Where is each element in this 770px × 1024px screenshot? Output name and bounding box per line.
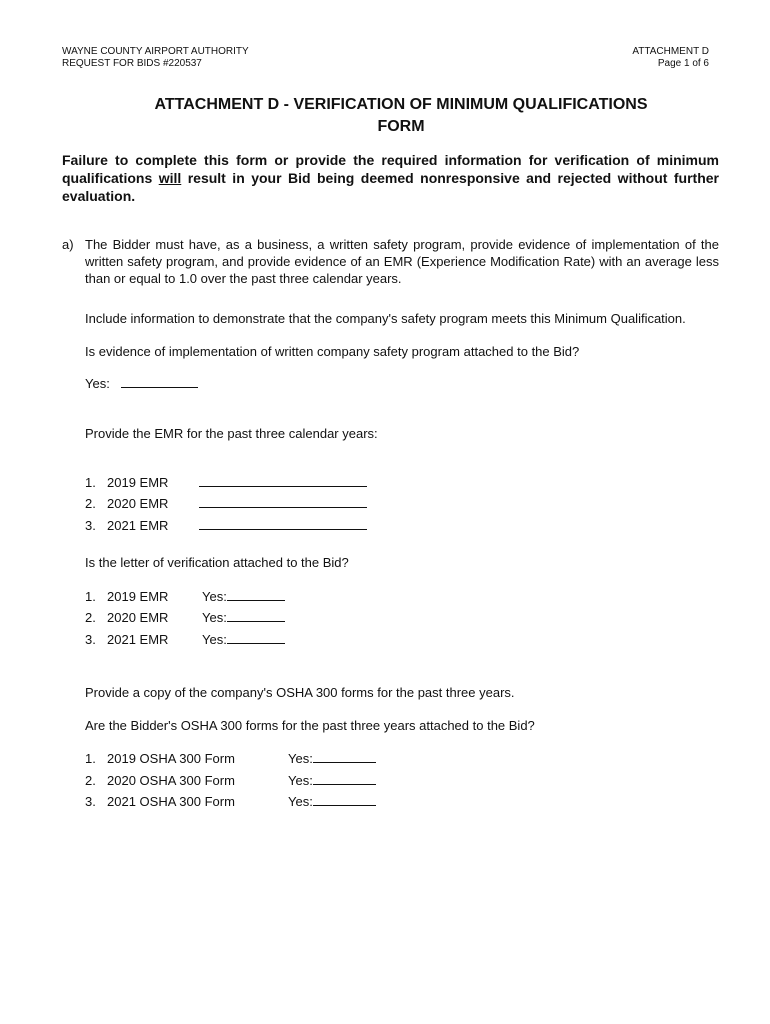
emr-row-2020 <box>85 495 367 512</box>
letter-2019-blank[interactable] <box>227 588 285 601</box>
emr-row-2019 <box>85 474 367 491</box>
letter-row-number: 1. <box>85 589 96 604</box>
osha-row-2019 <box>85 750 376 767</box>
warning-part-2: result in your Bid being deemed nonresponsive and rejected without further evaluation. <box>62 170 719 204</box>
item-a-marker: a) <box>62 237 74 252</box>
warning-paragraph <box>62 151 719 205</box>
emr-row-number: 3. <box>85 518 96 533</box>
letter-question: Is the letter of verification attached to the Bid? <box>85 555 349 570</box>
header-right <box>632 46 709 70</box>
warning-part-1: Failure to complete this form or provide the required information for verification of minimum qualifications <box>62 152 719 186</box>
emr-prompt: Provide the EMR for the past three calendar years: <box>85 426 378 441</box>
letter-2020-blank[interactable] <box>227 609 285 622</box>
evidence-question: Is evidence of implementation of written company safety program attached to the Bid? <box>85 344 580 359</box>
letter-yes-label: Yes: <box>202 610 227 625</box>
osha-yes-label: Yes: <box>288 751 313 766</box>
evidence-yes-row <box>85 375 198 392</box>
osha-2020-blank[interactable] <box>313 772 376 785</box>
title-line-2: FORM <box>377 118 425 135</box>
letter-row-2020 <box>85 609 285 626</box>
include-info-text: Include information to demonstrate that the company's safety program meets this Minimum Qualification. <box>85 311 686 326</box>
osha-yes-label: Yes: <box>288 794 313 809</box>
emr-row-label: 2021 EMR <box>107 518 169 533</box>
header-rfb: REQUEST FOR BIDS #220537 <box>62 58 202 69</box>
osha-row-label: 2021 OSHA 300 Form <box>107 794 235 809</box>
item-a-text: The Bidder must have, as a business, a written safety program, provide evidence of implementation of the written safety program, and provide evidence of an EMR (Experience Modification Rate) with an average less than or equal to 1.0 over the past three calendar years. <box>85 237 719 286</box>
emr-2021-blank[interactable] <box>199 517 367 530</box>
osha-row-number: 2. <box>85 773 96 788</box>
letter-row-label: 2021 EMR <box>107 632 169 647</box>
item-a <box>62 236 719 287</box>
letter-row-number: 3. <box>85 632 96 647</box>
letter-yes-label: Yes: <box>202 589 227 604</box>
title-line-1: ATTACHMENT D - VERIFICATION OF MINIMUM QUALIFICATIONS <box>154 96 648 113</box>
header-org: WAYNE COUNTY AIRPORT AUTHORITY <box>62 46 249 57</box>
emr-2020-blank[interactable] <box>199 495 367 508</box>
letter-row-label: 2020 EMR <box>107 610 169 625</box>
header-page-number: Page 1 of 6 <box>657 58 709 69</box>
osha-question: Are the Bidder's OSHA 300 forms for the past three years attached to the Bid? <box>85 718 535 733</box>
header-left <box>62 46 249 70</box>
osha-row-number: 3. <box>85 794 96 809</box>
letter-row-label: 2019 EMR <box>107 589 169 604</box>
letter-row-number: 2. <box>85 610 96 625</box>
letter-row-2021 <box>85 631 285 648</box>
osha-row-label: 2019 OSHA 300 Form <box>107 751 235 766</box>
osha-row-2021 <box>85 793 376 810</box>
letter-2021-blank[interactable] <box>227 631 285 644</box>
letter-yes-label: Yes: <box>202 632 227 647</box>
warning-emphasis: will <box>158 170 182 186</box>
emr-2019-blank[interactable] <box>199 474 367 487</box>
osha-yes-label: Yes: <box>288 773 313 788</box>
osha-prompt: Provide a copy of the company's OSHA 300 forms for the past three years. <box>85 685 515 700</box>
evidence-yes-label: Yes: <box>85 376 110 391</box>
osha-row-number: 1. <box>85 751 96 766</box>
emr-row-number: 1. <box>85 475 96 490</box>
emr-row-label: 2020 EMR <box>107 496 169 511</box>
osha-2021-blank[interactable] <box>313 793 376 806</box>
header-attachment: ATTACHMENT D <box>632 46 709 57</box>
osha-2019-blank[interactable] <box>313 750 376 763</box>
letter-row-2019 <box>85 588 285 605</box>
evidence-yes-blank[interactable] <box>121 375 198 388</box>
page-title <box>80 94 722 138</box>
osha-row-2020 <box>85 772 376 789</box>
osha-row-label: 2020 OSHA 300 Form <box>107 773 235 788</box>
emr-row-label: 2019 EMR <box>107 475 169 490</box>
emr-row-2021 <box>85 517 367 534</box>
emr-row-number: 2. <box>85 496 96 511</box>
